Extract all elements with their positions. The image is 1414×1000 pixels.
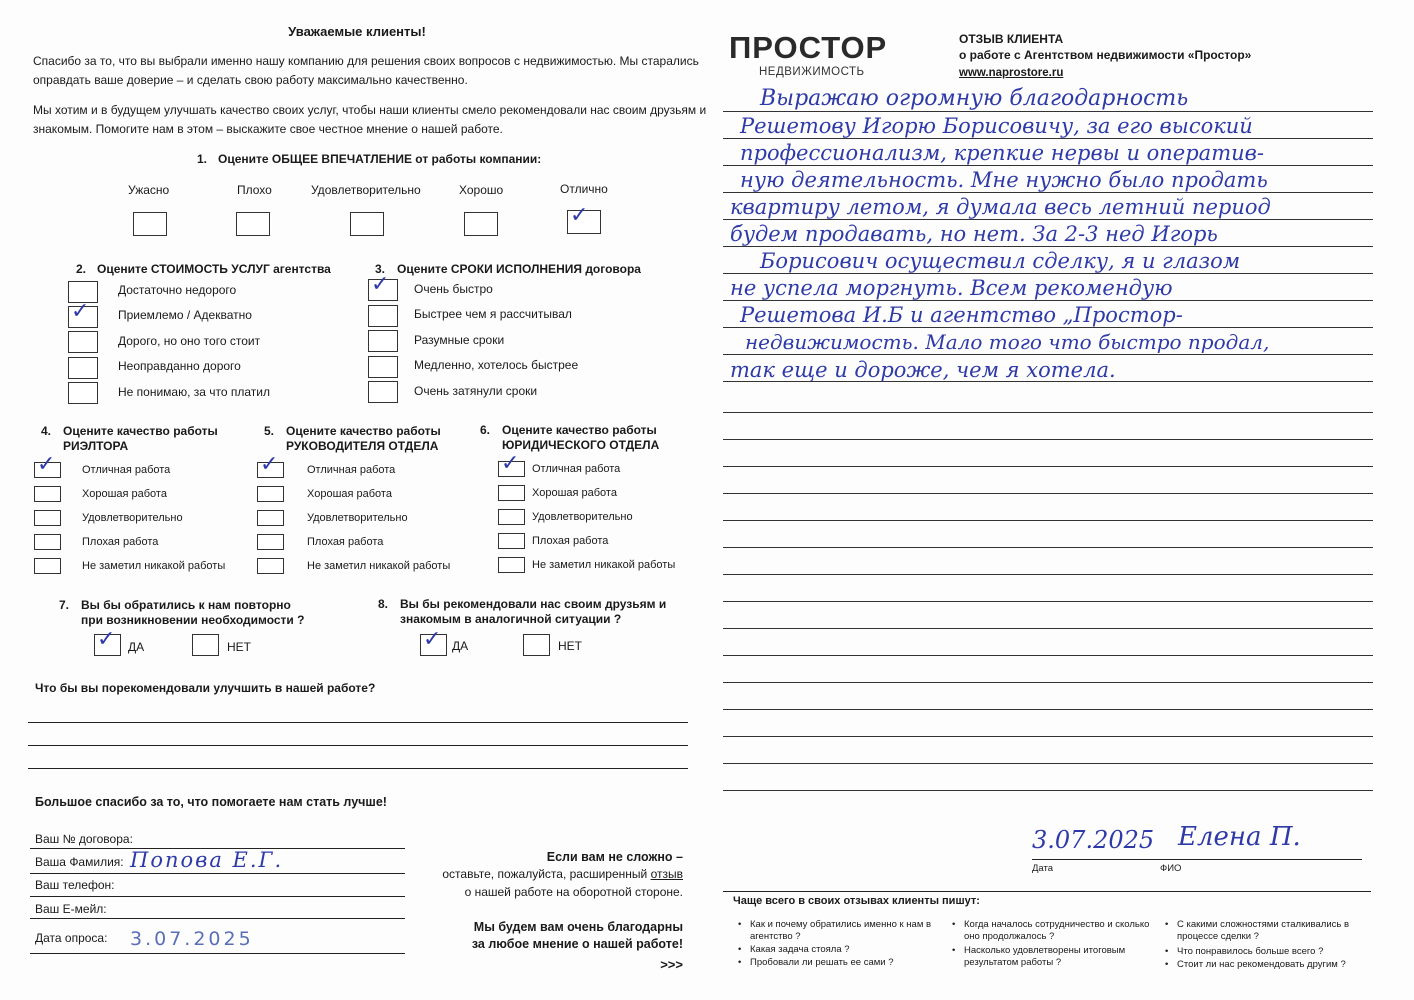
q2-checkbox[interactable] (68, 331, 98, 353)
q8-number: 8. (378, 597, 389, 611)
q7-no-label: НЕТ (227, 640, 251, 654)
q4-option-label: Удовлетворительно (82, 512, 183, 524)
fio-caption: ФИО (1160, 863, 1182, 874)
q8-title: Вы бы рекомендовали нас своим друзьям и (400, 597, 667, 611)
q5-checkbox[interactable] (257, 534, 284, 550)
answer-line[interactable] (28, 722, 688, 723)
improve-question: Что бы вы порекомендовали улучшить в нашей работе? (35, 681, 376, 695)
q4-subject: РИЭЛТОРА (63, 439, 129, 453)
intro-line-4: знакомым. Помогите нам в этом – выскажите свое честное мнение о нашей работе. (33, 122, 503, 136)
phone-field[interactable] (30, 896, 405, 897)
q5-subject: РУКОВОДИТЕЛЯ ОТДЕЛА (286, 439, 439, 453)
ruled-line (723, 466, 1373, 467)
ruled-line (723, 655, 1373, 656)
q2-checkbox[interactable] (68, 357, 98, 379)
q4-checkbox[interactable] (34, 452, 61, 478)
q1-option-label: Удовлетворительно (311, 183, 421, 197)
q8-yes-label: ДА (452, 639, 469, 653)
q6-option-label: Плохая работа (532, 535, 609, 547)
date-field[interactable] (30, 953, 405, 954)
q3-checkbox[interactable] (368, 381, 398, 403)
q6-option-label: Отличная работа (532, 463, 621, 475)
q4-option-label: Хорошая работа (82, 488, 167, 500)
tip-item: • Как и почему обратились именно к нам в агентство ? (750, 919, 940, 943)
tip-item: • С какими сложностями сталкивались в процессе сделки ? (1177, 919, 1367, 943)
q2-option-label: Не понимаю, за что платил (118, 385, 271, 399)
ruled-line (723, 628, 1373, 629)
checkmark-icon: ✓ (371, 272, 390, 297)
q1-option-label: Хорошо (459, 183, 504, 197)
q8-no-label: НЕТ (558, 639, 582, 653)
q3-option-label: Быстрее чем я рассчитывал (414, 307, 572, 321)
side-note-line-4: Мы будем вам очень благодарны (473, 920, 683, 934)
q5-checkbox[interactable] (257, 486, 284, 502)
q1-checkbox-satisfactory[interactable] (350, 212, 384, 236)
email-field[interactable] (30, 918, 405, 919)
q4-checkbox[interactable] (34, 486, 61, 502)
ruled-line (723, 682, 1373, 683)
ruled-line (723, 439, 1373, 440)
q4-option-label: Плохая работа (82, 536, 159, 548)
q6-subject: ЮРИДИЧЕСКОГО ОТДЕЛА (502, 438, 660, 452)
tips-divider (723, 891, 1371, 892)
side-note-line-3: о нашей работе на оборотной стороне. (464, 885, 683, 899)
checkmark-icon: ✓ (71, 299, 90, 324)
q6-checkbox[interactable] (498, 533, 525, 549)
survey-date-value[interactable]: 3.07.2025 (130, 928, 254, 950)
surname-label: Ваша Фамилия: (35, 855, 124, 869)
q1-checkbox-good[interactable] (464, 212, 498, 236)
q1-option-label: Отлично (560, 182, 608, 196)
q6-option-label: Удовлетворительно (532, 511, 633, 523)
tip-item: • Насколько удовлетворены итоговым результатом работы ? (964, 945, 1154, 969)
site-link[interactable]: www.naprostore.ru (959, 67, 1064, 79)
q2-option-label: Неоправданно дорого (118, 359, 241, 373)
review-line: Решетову Игорю Борисовичу, за его высокий (740, 114, 1253, 138)
q6-option-label: Не заметил никакой работы (532, 559, 676, 571)
ruled-line (723, 736, 1373, 737)
q8-yes-checkbox[interactable] (420, 627, 447, 656)
checkmark-icon: ✓ (501, 451, 520, 476)
surname-value[interactable]: Попова Е.Г. (130, 848, 284, 872)
q3-checkbox[interactable] (368, 305, 398, 327)
answer-line[interactable] (28, 768, 688, 769)
thanks-text: Большое спасибо за то, что помогаете нам стать лучше! (35, 795, 387, 809)
date-label: Дата опроса: (35, 931, 108, 945)
q5-option-label: Удовлетворительно (307, 512, 408, 524)
email-label: Ваш Е-мейл: (35, 902, 107, 916)
ruled-line (723, 763, 1373, 764)
logo-main-text: ПРОСТОР (729, 30, 888, 65)
review-link[interactable]: отзыв (650, 867, 683, 881)
q5-number: 5. (264, 424, 275, 438)
review-line: Решетова И.Б и агентство „Простор- (740, 303, 1183, 327)
q6-option-label: Хорошая работа (532, 487, 617, 499)
q3-option-label: Медленно, хотелось быстрее (414, 358, 579, 372)
q5-title: Оцените качество работы (286, 424, 441, 438)
q7-no-checkbox[interactable] (192, 634, 219, 656)
checkmark-icon: ✓ (97, 627, 116, 652)
surname-field[interactable] (30, 873, 405, 874)
review-line: не успела моргнуть. Всем рекомендую (730, 276, 1173, 300)
review-line: профессионализм, крепкие нервы и оператив- (740, 141, 1264, 165)
side-note-line-2 (400, 867, 683, 882)
checkmark-icon: ✓ (37, 452, 56, 477)
q4-number: 4. (41, 424, 52, 438)
q2-checkbox[interactable] (68, 382, 98, 404)
side-note-line-1: Если вам не сложно – (546, 850, 683, 864)
checkmark-icon: ✓ (423, 627, 442, 652)
q5-option-label: Отличная работа (307, 464, 396, 476)
q6-title: Оцените качество работы (502, 423, 657, 437)
ruled-line (723, 520, 1373, 521)
q5-option-label: Плохая работа (307, 536, 384, 548)
tip-item: • Какая задача стояла ? (750, 944, 940, 956)
q5-option-label: Не заметил никакой работы (307, 560, 451, 572)
q5-checkbox[interactable] (257, 510, 284, 526)
review-line: так еще и дороже, чем я хотела. (730, 358, 1116, 382)
review-line: будем продавать, но нет. За 2-3 нед Игорь (730, 222, 1218, 246)
ruled-line (723, 790, 1373, 791)
q6-number: 6. (480, 423, 491, 437)
ruled-line (723, 574, 1373, 575)
q2-option-label: Приемлемо / Адекватно (118, 308, 252, 322)
q5-option-label: Хорошая работа (307, 488, 392, 500)
logo-sub-text: НЕДВИЖИМОСТЬ (759, 66, 865, 78)
tip-item: • Пробовали ли решать ее сами ? (750, 957, 940, 969)
review-line: недвижимость. Мало того что быстро продал, (745, 330, 1270, 354)
q2-option-label: Достаточно недорого (118, 283, 237, 297)
q3-title: Оцените СРОКИ ИСПОЛНЕНИЯ договора (397, 262, 641, 276)
q4-checkbox[interactable] (34, 510, 61, 526)
review-subtitle: о работе с Агентством недвижимости «Простор» (959, 48, 1252, 62)
q4-option-label: Не заметил никакой работы (82, 560, 226, 572)
q7-yes-checkbox[interactable] (94, 627, 121, 656)
q2-checkbox[interactable] (68, 299, 98, 328)
q3-number: 3. (375, 262, 386, 276)
q4-checkbox[interactable] (34, 558, 61, 574)
signature-name[interactable]: Елена П. (1178, 822, 1301, 852)
q1-number: 1. (197, 152, 208, 166)
intro-line-3: Мы хотим и в будущем улучшать качество своих услуг, чтобы наши клиенты смело рекомендовали нас своим друзьям и (33, 103, 707, 117)
q6-checkbox[interactable] (498, 509, 525, 525)
q3-checkbox[interactable] (368, 356, 398, 378)
intro-line-2: оправдать ваше доверие – и сделать свою работу максимально качественно. (33, 73, 468, 87)
q4-option-label: Отличная работа (82, 464, 171, 476)
q2-number: 2. (76, 262, 87, 276)
q4-checkbox[interactable] (34, 534, 61, 550)
answer-line[interactable] (28, 745, 688, 746)
q1-checkbox-awful[interactable] (133, 212, 167, 236)
q1-checkbox-bad[interactable] (236, 212, 270, 236)
review-line: ную деятельность. Мне нужно было продать (740, 168, 1268, 192)
tips-title: Чаще всего в своих отзывах клиенты пишут: (733, 895, 980, 907)
q8-no-checkbox[interactable] (523, 634, 550, 656)
q1-checkbox-excellent[interactable] (567, 203, 601, 234)
q6-checkbox[interactable] (498, 557, 525, 573)
side-note-line-2-text: оставьте, пожалуйста, расширенный (442, 867, 648, 881)
ruled-line (723, 709, 1373, 710)
intro-line-1: Спасибо за то, что вы выбрали именно нашу компанию для решения своих вопросов с недвижимостью. Мы старались (33, 54, 699, 68)
q2-title: Оцените СТОИМОСТЬ УСЛУГ агентства (97, 262, 331, 276)
q6-checkbox[interactable] (498, 485, 525, 501)
q3-option-label: Очень затянули сроки (414, 384, 538, 398)
ruled-line (723, 601, 1373, 602)
q8-title-line-2: знакомым в аналогичной ситуации ? (400, 612, 622, 626)
q1-option-label: Ужасно (128, 183, 170, 197)
q3-option-label: Разумные сроки (414, 333, 505, 347)
review-line: квартиру летом, я думала весь летний период (730, 195, 1271, 219)
q5-checkbox[interactable] (257, 558, 284, 574)
phone-label: Ваш телефон: (35, 878, 115, 892)
ruled-line (723, 412, 1373, 413)
review-title: ОТЗЫВ КЛИЕНТА (959, 32, 1064, 46)
q1-option-label: Плохо (237, 183, 272, 197)
ruled-line (723, 493, 1373, 494)
q7-number: 7. (59, 598, 70, 612)
signature-line (1032, 859, 1362, 860)
prostor-logo (729, 30, 888, 78)
q7-yes-label: ДА (128, 640, 145, 654)
q3-option-label: Очень быстро (414, 282, 493, 296)
contract-label: Ваш № договора: (35, 832, 133, 846)
q7-title: Вы бы обратились к нам повторно (81, 598, 291, 612)
side-note-line-5: за любое мнение о нашей работе! (471, 937, 683, 951)
review-line: Борисович осуществил сделку, я и глазом (760, 249, 1241, 273)
q2-option-label: Дорого, но оно того стоит (118, 334, 261, 348)
tip-item: • Стоит ли нас рекомендовать другим ? (1177, 959, 1367, 971)
checkmark-icon: ✓ (260, 452, 279, 477)
signature-date[interactable]: 3.07.2025 (1032, 826, 1155, 854)
side-note-arrows: >>> (660, 957, 683, 972)
date-caption: Дата (1032, 863, 1054, 874)
q4-title: Оцените качество работы (63, 424, 218, 438)
checkmark-icon: ✓ (570, 203, 589, 228)
q3-checkbox[interactable] (368, 330, 398, 352)
ruled-line (723, 547, 1373, 548)
q5-checkbox[interactable] (257, 452, 284, 478)
review-line: Выражаю огромную благодарность (760, 86, 1189, 111)
q6-checkbox[interactable] (498, 451, 525, 477)
q1-title: Оцените ОБЩЕЕ ВПЕЧАТЛЕНИЕ от работы компании: (218, 152, 542, 166)
q7-title-line-2: при возникновении необходимости ? (81, 613, 305, 627)
tip-item: • Что понравилось больше всего ? (1177, 946, 1367, 958)
tip-item: • Когда началось сотрудничество и сколько оно продолжалось ? (964, 919, 1154, 943)
page-heading: Уважаемые клиенты! (288, 24, 426, 39)
q3-checkbox[interactable] (368, 272, 398, 301)
